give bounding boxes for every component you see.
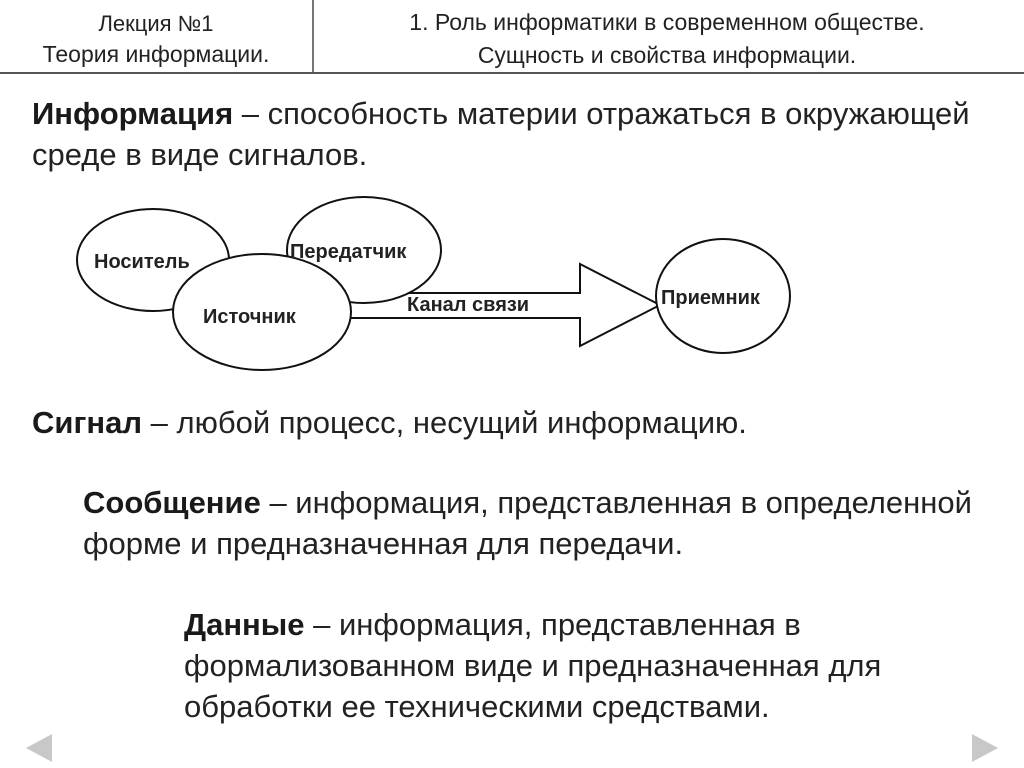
transmitter-label: Передатчик: [290, 241, 407, 263]
carrier-label: Носитель: [94, 251, 190, 273]
prev-slide-button[interactable]: [26, 734, 52, 762]
definition-signal: [32, 402, 992, 443]
term-signal: Сигнал: [32, 405, 143, 440]
channel-label: Канал связи: [407, 294, 530, 316]
definition-data: [184, 604, 1004, 727]
slide-title-line-1: 1. Роль информатики в современном обществе.: [409, 9, 925, 35]
lecture-label: Лекция №1: [98, 11, 214, 36]
definition-data-text: – информация, представленная в формализованном виде и предназначенная для обработки ее техническими средствами.: [184, 607, 882, 724]
term-information: Информация: [32, 96, 234, 131]
source-label: Источник: [203, 306, 296, 328]
receiver-label: Приемник: [661, 287, 760, 309]
definition-information-text: – способность материи отражаться в окружающей среде в виде сигналов.: [32, 96, 970, 172]
term-message: Сообщение: [83, 485, 261, 520]
slide-title-line-2: Сущность и свойства информации.: [477, 42, 857, 68]
definition-signal-text: – любой процесс, несущий информацию.: [142, 405, 747, 440]
definition-message-text: – информация, представленная в определенной форме и предназначенная для передачи.: [83, 485, 972, 561]
next-slide-button[interactable]: [972, 734, 998, 762]
term-data: Данные: [184, 607, 305, 642]
definition-message: [83, 482, 1003, 564]
lecture-topic: Теория информации.: [42, 41, 270, 67]
